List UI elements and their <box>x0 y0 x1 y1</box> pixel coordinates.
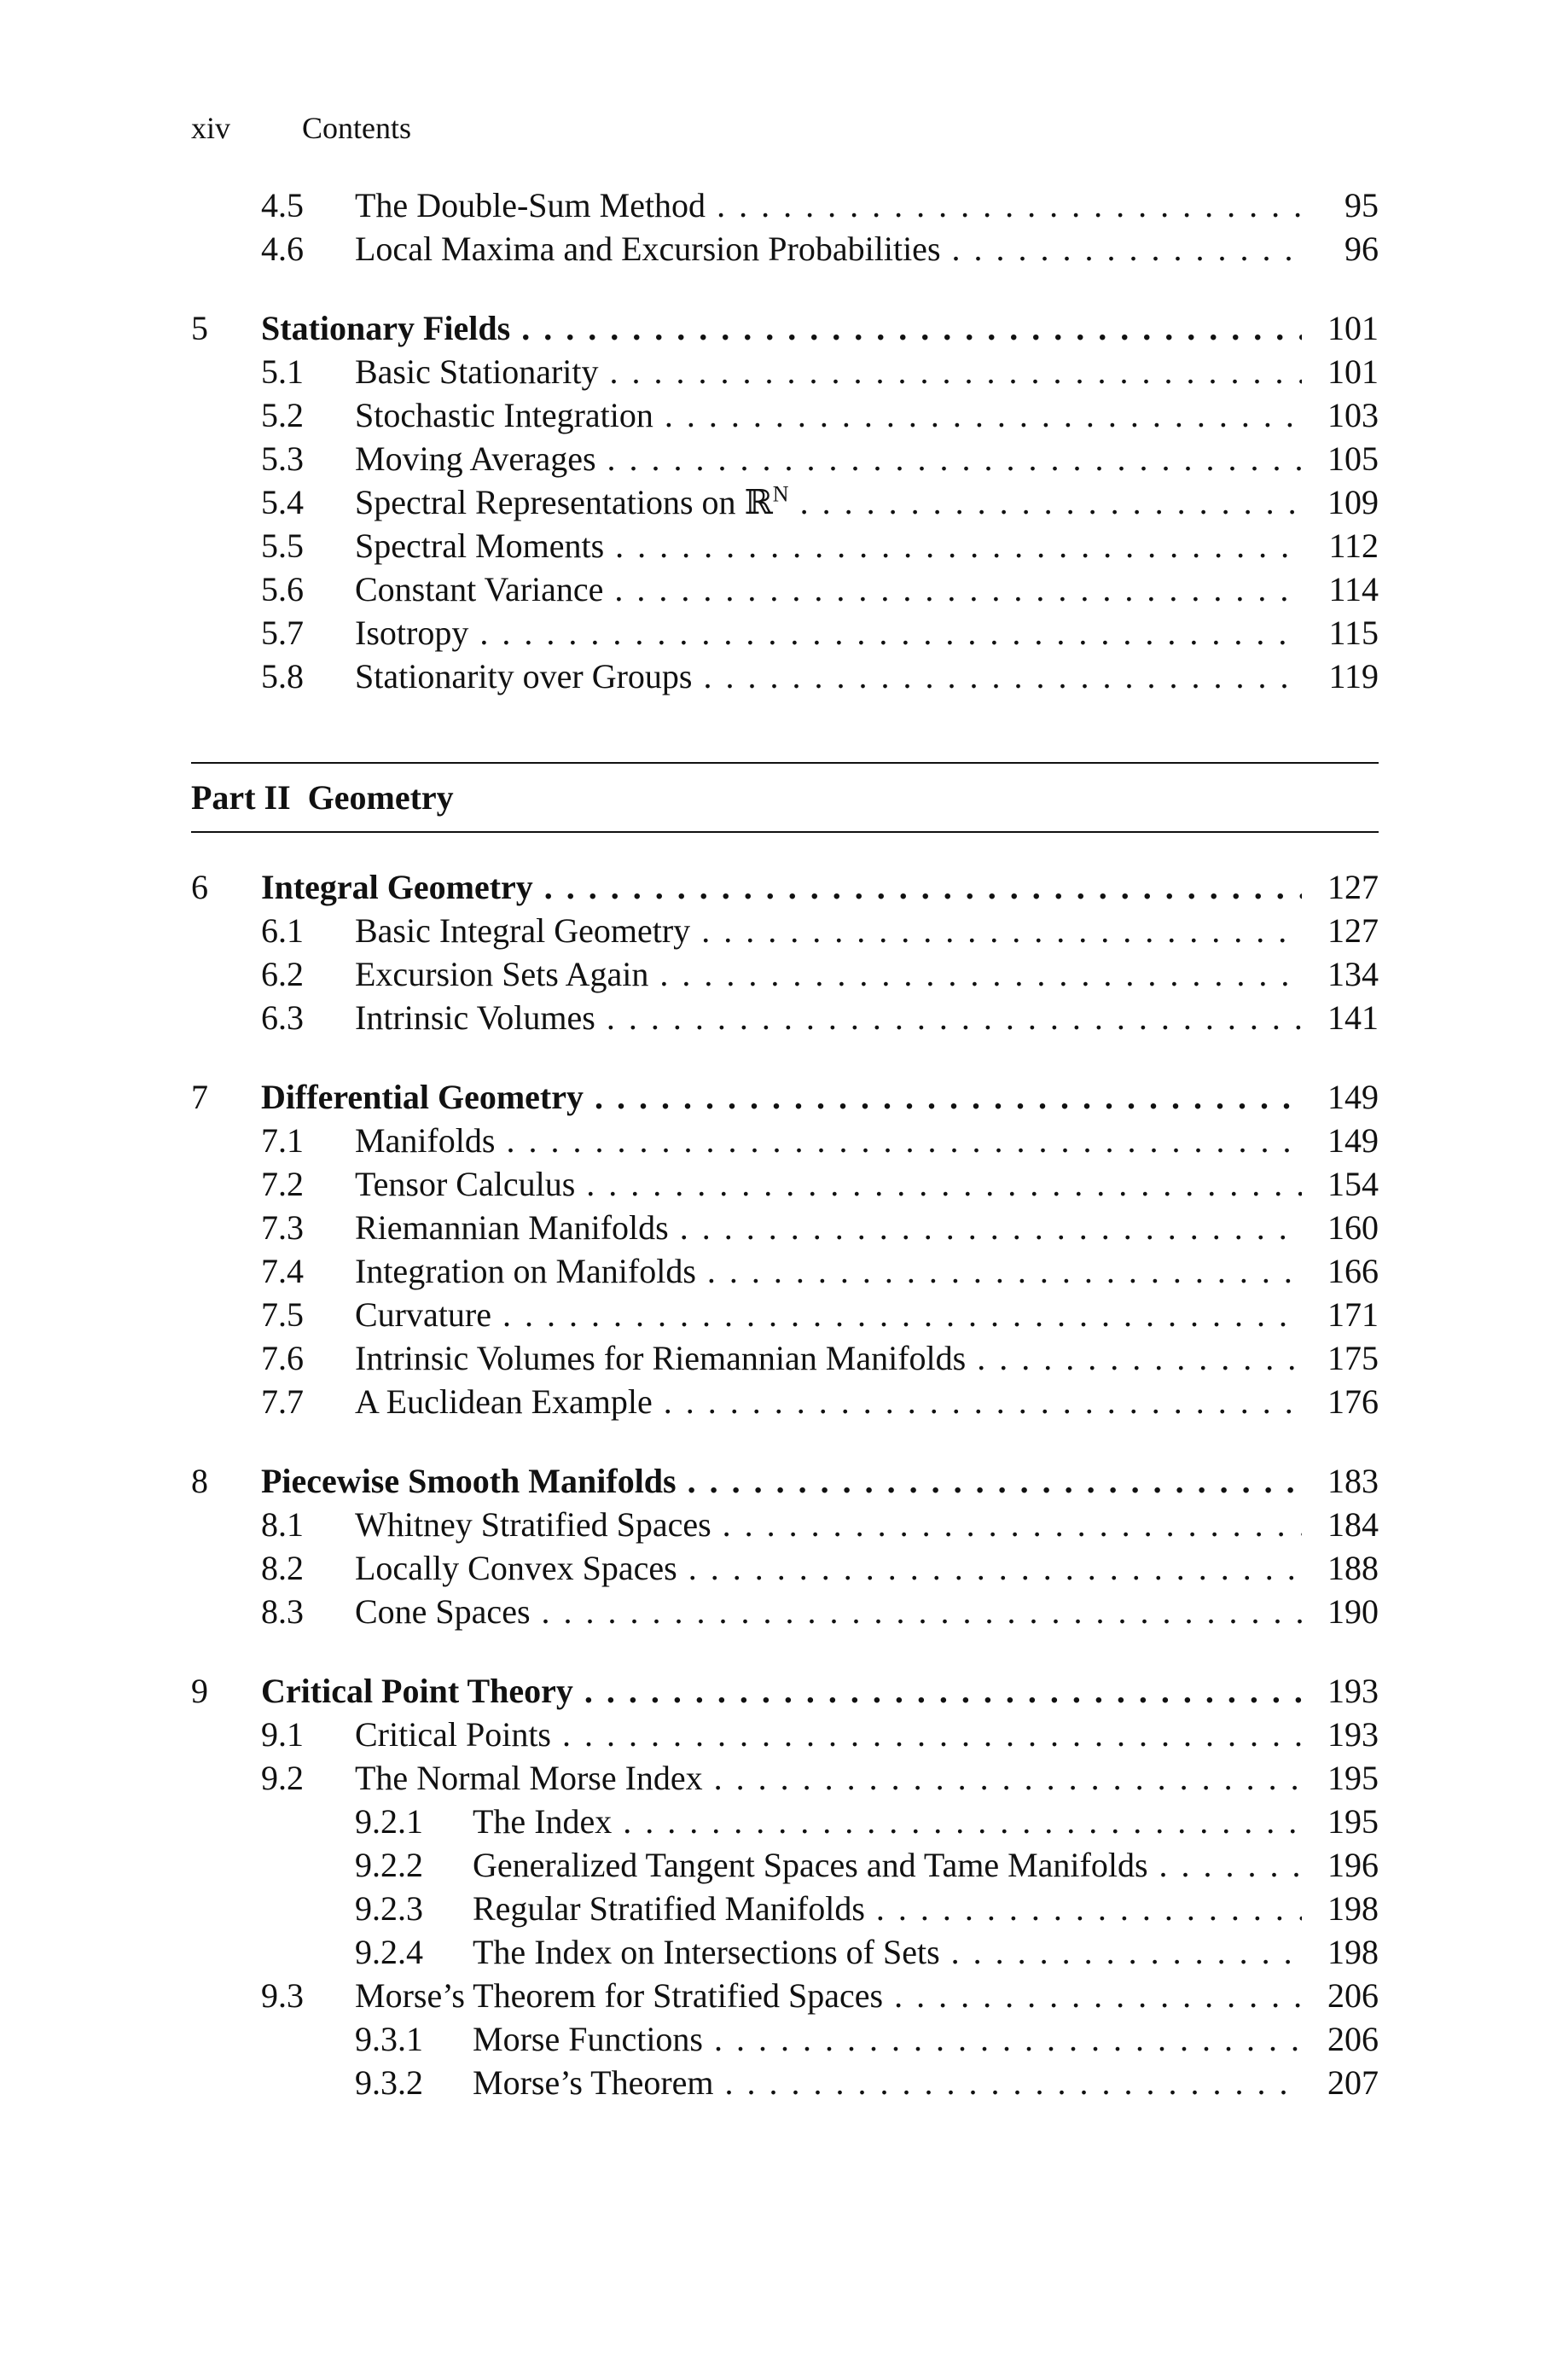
entry-number: 9.2.3 <box>355 1889 423 1928</box>
entry-number: 6.3 <box>261 998 304 1037</box>
entry-title: Moving Averages . . . <box>355 437 1302 480</box>
entry-number: 6.1 <box>261 911 304 950</box>
entry-page: 193 <box>1327 1715 1379 1754</box>
toc-entry-5-7[interactable] <box>191 611 1379 655</box>
toc-entry-9-2[interactable] <box>191 1756 1379 1800</box>
running-title: Contents <box>302 111 412 145</box>
entry-number: 8.1 <box>261 1505 304 1544</box>
entry-title: Tensor Calculus . . . <box>355 1162 1302 1206</box>
toc-entry-4-5[interactable] <box>191 183 1379 227</box>
entry-page: 184 <box>1327 1505 1379 1544</box>
entry-title: A Euclidean Example . . . <box>355 1380 1302 1423</box>
chapter-title: Integral Geometry . . . <box>261 865 1302 909</box>
entry-page: 207 <box>1327 2063 1379 2102</box>
entry-page: 160 <box>1327 1208 1379 1247</box>
entry-title: Local Maxima and Excursion Probabilities . . . <box>355 227 1302 271</box>
entry-number: 7.2 <box>261 1165 304 1203</box>
entry-page: 115 <box>1328 614 1379 652</box>
entry-title: Regular Stratified Manifolds . . . <box>473 1887 1302 1930</box>
entry-page: 95 <box>1344 186 1379 224</box>
entry-title: The Index . . . <box>473 1800 1302 1843</box>
entry-title: Riemannian Manifolds . . . <box>355 1206 1302 1249</box>
entry-number: 8.3 <box>261 1592 304 1631</box>
part-heading <box>191 762 1379 833</box>
toc-entry-5-3[interactable] <box>191 437 1379 480</box>
entry-title: Intrinsic Volumes for Riemannian Manifolds . . . <box>355 1336 1302 1380</box>
chapter-title: Piecewise Smooth Manifolds . . . <box>261 1459 1302 1503</box>
entry-page: 134 <box>1327 955 1379 993</box>
toc-entry-9-3-2[interactable] <box>191 2061 1379 2104</box>
entry-number: 5.1 <box>261 352 304 391</box>
toc-lower <box>191 865 1379 2104</box>
chapter-title: Stationary Fields . . . <box>261 306 1302 350</box>
chapter-number: 5 <box>191 309 208 347</box>
entry-title: Integration on Manifolds . . . <box>355 1249 1302 1293</box>
toc-entry-5-1[interactable] <box>191 350 1379 393</box>
toc-entry-5-2[interactable] <box>191 393 1379 437</box>
entry-title: Curvature . . . <box>355 1293 1302 1336</box>
toc-entry-9-2-4[interactable] <box>191 1930 1379 1974</box>
toc-entry-7-3[interactable] <box>191 1206 1379 1249</box>
entry-title: Isotropy . . . <box>355 611 1302 655</box>
entry-page: 188 <box>1327 1549 1379 1587</box>
chapter-page: 149 <box>1327 1078 1379 1116</box>
toc-entry-7-1[interactable] <box>191 1119 1379 1162</box>
page-folio: xiv <box>191 111 231 145</box>
entry-page: 101 <box>1327 352 1379 391</box>
chapter-page: 193 <box>1327 1672 1379 1710</box>
toc-entry-5-6[interactable] <box>191 567 1379 611</box>
entry-number: 5.7 <box>261 614 304 652</box>
entry-title: Morse’s Theorem . . . <box>473 2061 1302 2104</box>
entry-page: 149 <box>1327 1121 1379 1160</box>
entry-title: Whitney Stratified Spaces . . . <box>355 1503 1302 1546</box>
entry-number: 5.4 <box>261 483 304 521</box>
entry-number: 7.7 <box>261 1382 304 1421</box>
entry-page: 196 <box>1327 1846 1379 1884</box>
toc-chapter-6[interactable] <box>191 865 1379 909</box>
toc-entry-6-1[interactable] <box>191 909 1379 952</box>
toc-entry-6-2[interactable] <box>191 952 1379 996</box>
toc-entry-5-8[interactable] <box>191 655 1379 698</box>
entry-page: 171 <box>1327 1295 1379 1334</box>
entry-page: 103 <box>1327 396 1379 434</box>
toc-entry-8-3[interactable] <box>191 1590 1379 1633</box>
entry-page: 198 <box>1327 1933 1379 1971</box>
toc-chapter-9[interactable] <box>191 1669 1379 1713</box>
entry-number: 5.8 <box>261 657 304 695</box>
entry-page: 175 <box>1327 1339 1379 1377</box>
entry-number: 5.5 <box>261 527 304 565</box>
chapter-number: 6 <box>191 868 208 906</box>
entry-page: 154 <box>1327 1165 1379 1203</box>
entry-number: 4.5 <box>261 186 304 224</box>
chapter-number: 7 <box>191 1078 208 1116</box>
entry-page: 105 <box>1327 439 1379 478</box>
entry-page: 206 <box>1327 2020 1379 2058</box>
toc-entry-9-2-3[interactable] <box>191 1887 1379 1930</box>
entry-page: 96 <box>1344 230 1379 268</box>
entry-number: 9.2 <box>261 1759 304 1797</box>
toc-entry-7-4[interactable] <box>191 1249 1379 1293</box>
toc-chapter-5[interactable] <box>191 306 1379 350</box>
entry-number: 7.1 <box>261 1121 304 1160</box>
entry-page: 195 <box>1327 1802 1379 1841</box>
entry-title: Basic Stationarity . . . <box>355 350 1302 393</box>
chapter-page: 127 <box>1327 868 1379 906</box>
part-rule-bottom <box>191 831 1379 833</box>
entry-title: Constant Variance . . . <box>355 567 1302 611</box>
entry-number: 8.2 <box>261 1549 304 1587</box>
entry-title: Intrinsic Volumes . . . <box>355 996 1302 1039</box>
superscript-n: N <box>772 481 789 507</box>
toc-entry-9-2-1[interactable] <box>191 1800 1379 1843</box>
entry-number: 9.3.1 <box>355 2020 423 2058</box>
entry-title: The Double-Sum Method . . . <box>355 183 1302 227</box>
chapter-page: 183 <box>1327 1462 1379 1500</box>
entry-title: Stochastic Integration . . . <box>355 393 1302 437</box>
entry-page: 166 <box>1327 1252 1379 1290</box>
entry-number: 9.3 <box>261 1976 304 2015</box>
entry-number: 7.3 <box>261 1208 304 1247</box>
entry-title-text: Spectral Representations on ℝ <box>355 483 773 521</box>
chapter-page: 101 <box>1327 309 1379 347</box>
entry-number: 4.6 <box>261 230 304 268</box>
entry-number: 9.3.2 <box>355 2063 423 2102</box>
entry-page: 127 <box>1327 911 1379 950</box>
chapter-title: Critical Point Theory . . . <box>261 1669 1302 1713</box>
chapter-number: 9 <box>191 1672 208 1710</box>
entry-title: Stationarity over Groups . . . <box>355 655 1302 698</box>
entry-title: Cone Spaces . . . <box>355 1590 1302 1633</box>
entry-title: Locally Convex Spaces . . . <box>355 1546 1302 1590</box>
toc-upper <box>191 183 1379 698</box>
part-title[interactable] <box>191 764 1379 831</box>
entry-number: 7.5 <box>261 1295 304 1334</box>
entry-title: The Normal Morse Index . . . <box>355 1756 1302 1800</box>
entry-number: 7.4 <box>261 1252 304 1290</box>
toc-entry-9-2-2[interactable] <box>191 1843 1379 1887</box>
toc-entry-5-5[interactable] <box>191 524 1379 567</box>
toc-entry-9-3-1[interactable] <box>191 2017 1379 2061</box>
entry-page: 206 <box>1327 1976 1379 2015</box>
entry-title: Spectral Moments . . . <box>355 524 1302 567</box>
entry-number: 6.2 <box>261 955 304 993</box>
toc-entry-7-6[interactable] <box>191 1336 1379 1380</box>
entry-page: 112 <box>1328 527 1379 565</box>
entry-number: 9.2.1 <box>355 1802 423 1841</box>
entry-page: 190 <box>1327 1592 1379 1631</box>
entry-title: Excursion Sets Again . . . <box>355 952 1302 996</box>
entry-title <box>355 480 1302 524</box>
entry-page: 176 <box>1327 1382 1379 1421</box>
entry-number: 9.2.2 <box>355 1846 423 1884</box>
toc-entry-4-6[interactable] <box>191 227 1379 271</box>
part-name: Geometry <box>307 778 454 817</box>
running-head <box>191 109 411 147</box>
entry-title: Morse’s Theorem for Stratified Spaces . . . <box>355 1974 1302 2017</box>
entry-title: Morse Functions . . . <box>473 2017 1302 2061</box>
toc-entry-6-3[interactable] <box>191 996 1379 1039</box>
entry-number: 5.3 <box>261 439 304 478</box>
entry-title: Manifolds . . . <box>355 1119 1302 1162</box>
toc-entry-8-1[interactable] <box>191 1503 1379 1546</box>
entry-number: 5.2 <box>261 396 304 434</box>
chapter-title: Differential Geometry . . . <box>261 1075 1302 1119</box>
part-label: Part II <box>191 778 291 817</box>
entry-title: The Index on Intersections of Sets . . . <box>473 1930 1302 1974</box>
toc-entry-5-4[interactable] <box>191 480 1379 524</box>
entry-page: 109 <box>1327 483 1379 521</box>
entry-page: 114 <box>1328 570 1379 608</box>
toc-chapter-7[interactable] <box>191 1075 1379 1119</box>
entry-number: 9.1 <box>261 1715 304 1754</box>
toc-entry-8-2[interactable] <box>191 1546 1379 1590</box>
toc-entry-9-3[interactable] <box>191 1974 1379 2017</box>
entry-title: Generalized Tangent Spaces and Tame Manifolds . . . <box>473 1843 1302 1887</box>
entry-title: Critical Points . . . <box>355 1713 1302 1756</box>
chapter-number: 8 <box>191 1462 208 1500</box>
toc-entry-7-2[interactable] <box>191 1162 1379 1206</box>
toc-chapter-8[interactable] <box>191 1459 1379 1503</box>
toc-entry-7-7[interactable] <box>191 1380 1379 1423</box>
entry-title: Basic Integral Geometry . . . <box>355 909 1302 952</box>
toc-entry-9-1[interactable] <box>191 1713 1379 1756</box>
toc-entry-7-5[interactable] <box>191 1293 1379 1336</box>
entry-number: 7.6 <box>261 1339 304 1377</box>
entry-number: 9.2.4 <box>355 1933 423 1971</box>
entry-number: 5.6 <box>261 570 304 608</box>
entry-page: 195 <box>1327 1759 1379 1797</box>
entry-page: 198 <box>1327 1889 1379 1928</box>
entry-page: 141 <box>1327 998 1379 1037</box>
entry-page: 119 <box>1328 657 1379 695</box>
